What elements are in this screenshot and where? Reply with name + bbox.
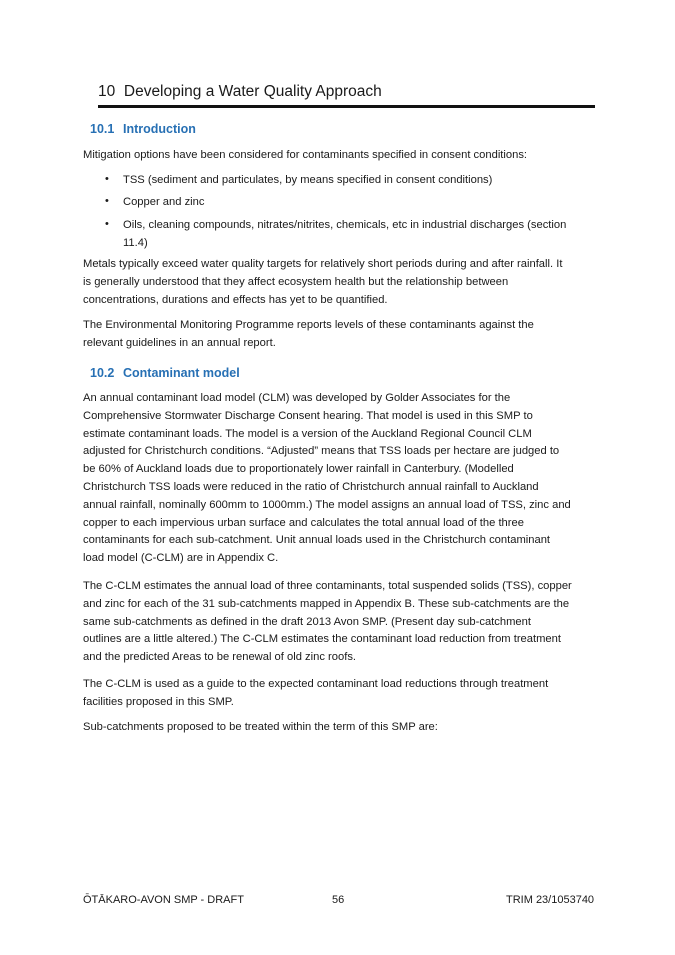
section-heading-introduction [90, 122, 196, 136]
text-line: annual rainfall, nominally 600mm to 1000mm.) The model assigns an annual load of TSS, zinc and [83, 498, 571, 511]
chapter-title: Developing a Water Quality Approach [123, 83, 382, 100]
text-line: Oils, cleaning compounds, nitrates/nitrites, chemicals, etc in industrial discharges (section [123, 219, 567, 231]
section-number: 10.1 [90, 122, 115, 136]
text-line: concentrations, durations and effects has yet to be quantified. [83, 293, 388, 306]
chapter-number: 10 [98, 83, 116, 100]
text-line: Mitigation options have been considered for contaminants specified in consent conditions: [83, 149, 528, 161]
section-heading-contaminant-model [90, 366, 240, 380]
text-line: The C-CLM is used as a guide to the expected contaminant load reductions through treatment [83, 678, 549, 690]
text-line: The C-CLM estimates the annual load of three contaminants, total suspended solids (TSS), copper [83, 580, 572, 592]
sub-catchments-paragraph [83, 719, 595, 737]
text-line: Sub-catchments proposed to be treated within the term of this SMP are: [83, 721, 438, 733]
text-line: Copper and zinc [123, 196, 205, 208]
text-line: contaminants for each sub-catchment. Unit annual loads used in the Christchurch contaminant [83, 534, 551, 547]
text-line: Christchurch TSS loads were reduced in the ratio of Christchurch annual rainfall to Auckland [83, 480, 539, 493]
text-line: estimate contaminant loads. The model is a version of the Auckland Regional Council CLM [83, 427, 532, 440]
text-line: and the predicted Areas to be renewal of old zinc roofs. [83, 651, 357, 664]
heading-rule [98, 105, 595, 108]
clm-paragraph [83, 390, 595, 568]
text-line: relevant guidelines in an annual report. [83, 336, 276, 349]
text-line: adjusted for Christchurch conditions. “Adjusted” means that TSS loads per hectare are judged to [83, 445, 560, 458]
footer-page-number: 56 [332, 894, 345, 906]
chapter-heading [98, 82, 595, 102]
footer-document-title: ŌTĀKARO-AVON SMP - DRAFT [83, 894, 244, 906]
intro-paragraph [83, 147, 595, 165]
monitoring-paragraph [83, 317, 595, 353]
bullet-icon: • [105, 218, 109, 230]
metals-paragraph [83, 256, 595, 309]
text-line: load model (C-CLM) are in Appendix C. [83, 552, 279, 565]
text-line: facilities proposed in this SMP. [83, 695, 234, 708]
bullet-icon: • [105, 173, 109, 185]
c-clm-paragraph [83, 578, 595, 667]
footer-trim-reference: TRIM 23/1053740 [506, 894, 595, 906]
text-line: same sub-catchments as defined in the draft 2013 Avon SMP. (Present day sub-catchment [83, 615, 531, 628]
bullet-item [123, 194, 595, 212]
text-line: An annual contaminant load model (CLM) was developed by Golder Associates for the [83, 392, 511, 404]
section-title: Contaminant model [123, 366, 240, 380]
text-line: The Environmental Monitoring Programme reports levels of these contaminants against the [83, 319, 534, 331]
bullet-item [123, 217, 595, 253]
text-line: 11.4) [123, 236, 148, 249]
text-line: be 60% of Auckland loads due to proportionately lower rainfall in Canterbury. (Modelled [83, 463, 514, 476]
text-line: Metals typically exceed water quality targets for relatively short periods during and after rainfall. It [83, 258, 563, 270]
text-line: outlines are a little altered.) The C-CLM estimates the contaminant load reduction from treatment [83, 633, 561, 646]
section-number: 10.2 [90, 366, 115, 380]
section-title: Introduction [123, 122, 196, 136]
text-line: copper to each impervious urban surface and calculates the total annual load of the three [83, 516, 524, 529]
text-line: TSS (sediment and particulates, by means specified in consent conditions) [123, 174, 493, 186]
text-line: is generally understood that they affect ecosystem health but the relationship between [83, 275, 509, 288]
guide-paragraph [83, 676, 595, 712]
text-line: and zinc for each of the 31 sub-catchments mapped in Appendix B. These sub-catchments are the [83, 597, 570, 610]
bullet-item [123, 172, 595, 190]
bullet-icon: • [105, 195, 109, 207]
text-line: Comprehensive Stormwater Discharge Consent hearing. That model is used in this SMP to [83, 409, 533, 422]
